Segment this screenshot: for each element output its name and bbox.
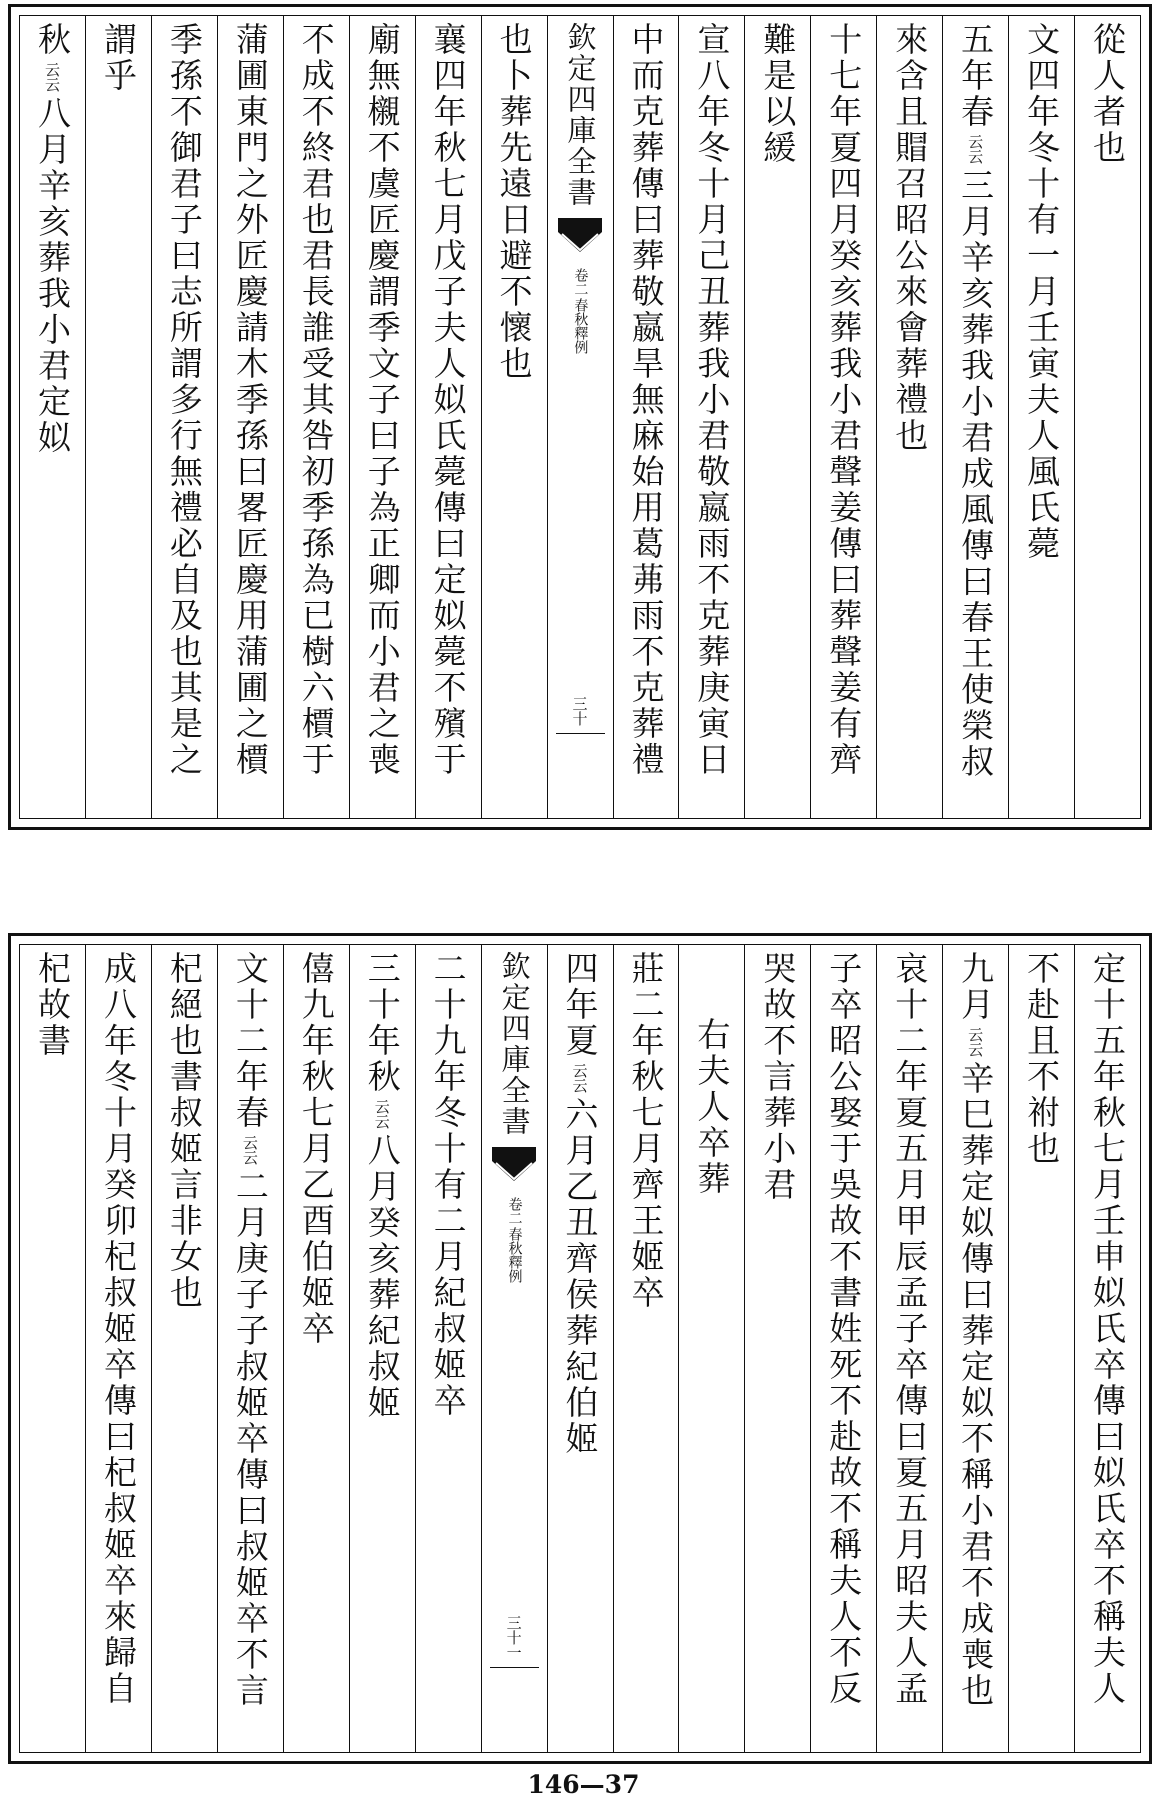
column-text	[956, 22, 996, 780]
center-subtitle-line: 卷二	[572, 268, 589, 296]
column-text	[890, 951, 930, 1707]
column-text	[98, 22, 138, 94]
text-column	[1008, 16, 1074, 818]
text-column	[283, 16, 349, 818]
center-subtitle	[572, 268, 589, 354]
center-subtitle	[506, 1197, 523, 1283]
column-text	[626, 951, 666, 1311]
column-text	[362, 951, 402, 1421]
text-segment: 難是以緩	[758, 22, 798, 166]
text-segment: 定十五年秋七月壬申姒氏卒傳曰姒氏卒不稱夫人	[1088, 951, 1128, 1707]
text-segment: 襄四年秋七月戊子夫人姒氏薨傳曰定姒薨不殯于	[428, 22, 468, 778]
text-segment: 哀十二年夏五月甲辰孟子卒傳曰夏五月昭夫人孟	[890, 951, 930, 1707]
folio-number: 三十	[570, 696, 589, 726]
column-text	[230, 22, 270, 778]
text-column	[85, 945, 151, 1752]
column-text	[890, 22, 930, 454]
interlinear-note: 云云	[240, 1135, 259, 1165]
text-segment: 文十二年春	[230, 951, 270, 1131]
page-number: 146—37	[527, 1770, 640, 1799]
text-segment: 八月辛亥葬我小君定姒	[33, 96, 73, 456]
text-segment: 廟無櫬不虞匠慶謂季文子曰子為正卿而小君之喪	[362, 22, 402, 778]
text-segment: 九月	[956, 951, 996, 1023]
text-segment: 子卒昭公娶于吳故不書姓死不赴故不稱夫人不反	[824, 951, 864, 1707]
text-column	[876, 16, 942, 818]
text-segment: 六月乙丑齊侯葬紀伯姬	[560, 1097, 600, 1457]
column-text	[758, 951, 798, 1203]
text-segment: 莊二年秋七月齊王姬卒	[626, 951, 666, 1311]
column-text	[1022, 22, 1062, 562]
text-segment: 宣八年冬十月己丑葬我小君敬嬴雨不克葬庚寅日	[692, 22, 732, 778]
text-column	[151, 945, 217, 1752]
column-text	[296, 22, 336, 778]
column-text	[98, 951, 138, 1707]
column-text	[1088, 22, 1128, 166]
folio-number: 三十一	[504, 1615, 523, 1660]
fishtail-ornament-icon	[492, 1147, 536, 1191]
column-text	[824, 951, 864, 1707]
column-text	[230, 951, 270, 1709]
text-segment: 僖九年秋七月乙酉伯姬卒	[296, 951, 336, 1347]
text-column	[217, 945, 283, 1752]
text-segment: 杞故書	[33, 951, 73, 1059]
text-column	[85, 16, 151, 818]
text-segment: 謂乎	[98, 22, 138, 94]
center-subtitle-line: 春秋釋例	[506, 1227, 523, 1283]
text-column	[1074, 945, 1140, 1752]
text-segment: 十七年夏四月癸亥葬我小君聲姜傳曰葬聲姜有齊	[824, 22, 864, 778]
text-column	[547, 945, 613, 1752]
text-column	[613, 945, 679, 1752]
text-column	[415, 945, 481, 1752]
text-column	[217, 16, 283, 818]
text-segment: 文四年冬十有一月壬寅夫人風氏薨	[1022, 22, 1062, 562]
text-segment: 不成不終君也君長誰受其咎初季孫為已樹六檟于	[296, 22, 336, 778]
column-text	[164, 951, 204, 1311]
column-text	[692, 22, 732, 778]
text-segment: 二十九年冬十有二月紀叔姬卒	[428, 951, 468, 1419]
center-fold-column	[547, 16, 613, 818]
text-column	[810, 945, 876, 1752]
column-text	[626, 22, 666, 778]
column-text	[164, 22, 204, 778]
interlinear-note: 云云	[570, 1063, 589, 1093]
upper-book-page	[8, 4, 1152, 830]
text-column	[283, 945, 349, 1752]
text-segment: 來含且賵召昭公來會葬禮也	[890, 22, 930, 454]
text-column	[20, 945, 85, 1752]
text-segment: 二月庚子子叔姬卒傳曰叔姬卒不言	[230, 1169, 270, 1709]
center-fold-column	[481, 945, 547, 1752]
center-title: 欽定四庫全書	[563, 22, 598, 208]
text-column	[481, 16, 547, 818]
column-text	[33, 22, 73, 456]
center-subtitle-line: 春秋釋例	[572, 298, 589, 354]
text-segment: 成八年冬十月癸卯杞叔姬卒傳曰杞叔姬卒來歸自	[98, 951, 138, 1707]
folio-rule	[556, 733, 605, 734]
column-text	[560, 951, 600, 1457]
interlinear-note: 云云	[966, 1027, 985, 1057]
text-column	[1074, 16, 1140, 818]
text-segment: 右夫人卒葬	[692, 1017, 732, 1197]
text-segment: 不赴且不祔也	[1022, 951, 1062, 1167]
text-segment: 八月癸亥葬紀叔姬	[362, 1133, 402, 1421]
column-text	[956, 951, 996, 1709]
interlinear-note: 云云	[966, 134, 985, 164]
text-column	[744, 16, 810, 818]
column-text	[1022, 951, 1062, 1167]
text-segment: 也卜葬先遠日避不懷也	[494, 22, 534, 382]
column-text	[428, 951, 468, 1419]
column-text	[33, 951, 73, 1059]
folio-rule	[490, 1667, 539, 1668]
center-subtitle-line: 卷二	[506, 1197, 523, 1225]
column-text	[824, 22, 864, 778]
column-text	[296, 951, 336, 1347]
center-title: 欽定四庫全書	[497, 951, 532, 1137]
text-segment: 季孫不御君子曰志所謂多行無禮必自及也其是之	[164, 22, 204, 778]
text-column	[876, 945, 942, 1752]
lower-book-page	[8, 933, 1152, 1764]
text-column	[678, 16, 744, 818]
text-column	[744, 945, 810, 1752]
interlinear-note: 云云	[43, 62, 62, 92]
text-segment: 三月辛亥葬我小君成風傳曰春王使榮叔	[956, 168, 996, 780]
fishtail-ornament-icon	[558, 218, 602, 262]
text-segment: 中而克葬傳曰葬敬嬴旱無麻始用葛茀雨不克葬禮	[626, 22, 666, 778]
text-column	[151, 16, 217, 818]
text-segment: 蒲圃東門之外匠慶請木季孫曰畧匠慶用蒲圃之檟	[230, 22, 270, 778]
column-text	[1088, 951, 1128, 1707]
text-segment: 五年春	[956, 22, 996, 130]
text-segment: 辛巳葬定姒傳曰葬定姒不稱小君不成喪也	[956, 1061, 996, 1709]
text-column	[942, 16, 1008, 818]
text-columns	[20, 16, 1140, 818]
text-column	[20, 16, 85, 818]
text-column	[415, 16, 481, 818]
column-text	[428, 22, 468, 778]
text-segment: 四年夏	[560, 951, 600, 1059]
text-column	[678, 945, 744, 1752]
text-column	[942, 945, 1008, 1752]
text-column	[810, 16, 876, 818]
interlinear-note: 云云	[372, 1099, 391, 1129]
text-segment: 杞絕也書叔姬言非女也	[164, 951, 204, 1311]
text-columns	[20, 945, 1140, 1752]
text-segment: 秋	[33, 22, 73, 58]
text-segment: 哭故不言葬小君	[758, 951, 798, 1203]
text-column	[349, 16, 415, 818]
column-text	[362, 22, 402, 778]
column-text	[494, 22, 534, 382]
text-segment: 從人者也	[1088, 22, 1128, 166]
text-column	[613, 16, 679, 818]
text-column	[349, 945, 415, 1752]
text-column	[1008, 945, 1074, 1752]
column-text	[692, 951, 732, 1197]
text-segment: 三十年秋	[362, 951, 402, 1095]
column-text	[758, 22, 798, 166]
